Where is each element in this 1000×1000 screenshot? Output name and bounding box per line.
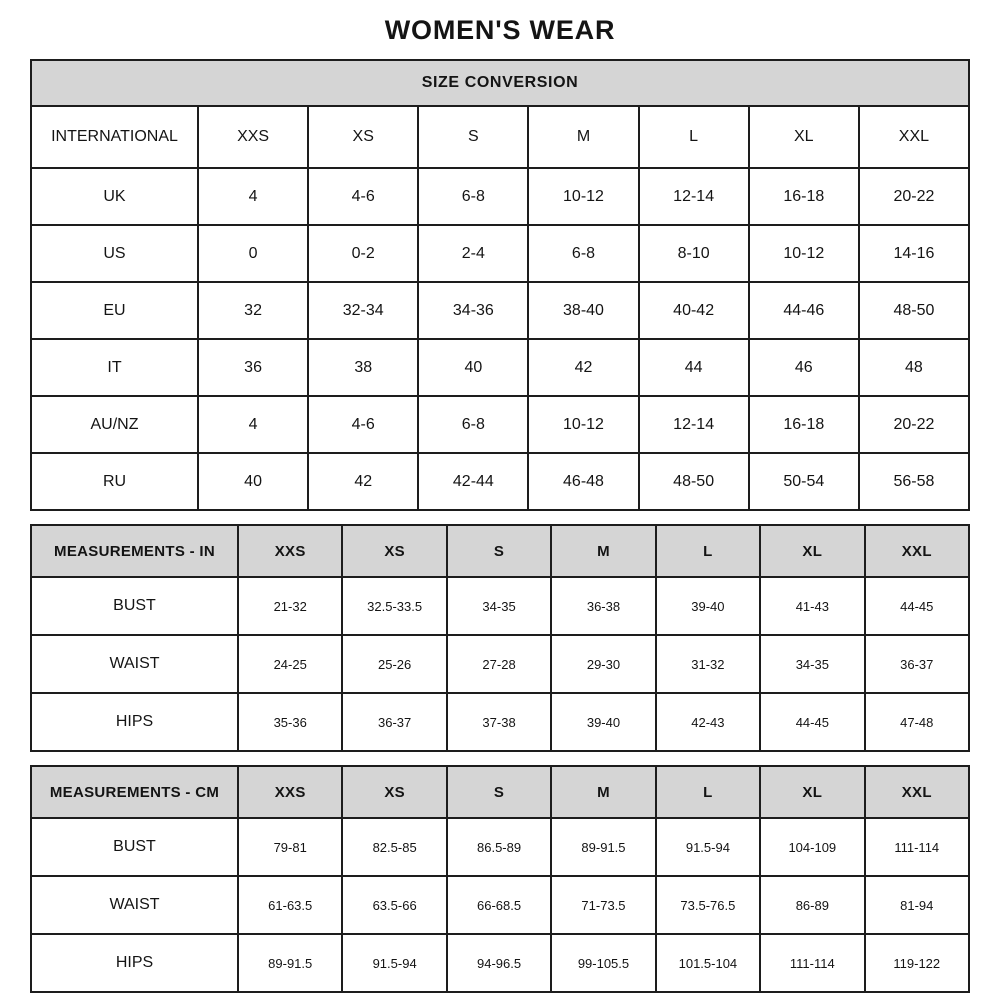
header-cell: XS [342,766,446,818]
table-cell: 66-68.5 [447,876,551,934]
table-cell: 46-48 [528,453,638,510]
table-cell: 42-44 [418,453,528,510]
header-cell: XXS [238,766,342,818]
row-label: WAIST [31,635,238,693]
table-cell: 40-42 [639,282,749,339]
table-cell: 29-30 [551,635,655,693]
table-cell: 36 [198,339,308,396]
table-row-eu [31,282,969,339]
header-cell: L [639,106,749,168]
table-cell: 104-109 [760,818,864,876]
table-cell: 10-12 [749,225,859,282]
table-row-it [31,339,969,396]
measurements-in-table [30,524,970,752]
header-cell: XXS [198,106,308,168]
table-cell: 0-2 [308,225,418,282]
table-cell: 46 [749,339,859,396]
table-cell: 91.5-94 [656,818,760,876]
table-row-bust-cm [31,818,969,876]
table-cell: 36-38 [551,577,655,635]
table-cell: 8-10 [639,225,749,282]
table-cell: 48 [859,339,969,396]
row-label: BUST [31,818,238,876]
table-cell: 2-4 [418,225,528,282]
table-cell: 36-37 [342,693,446,751]
table-cell: 71-73.5 [551,876,655,934]
measurements-cm-table [30,765,970,993]
table-cell: 14-16 [859,225,969,282]
table-cell: 4-6 [308,396,418,453]
header-cell: XL [749,106,859,168]
table-cell: 91.5-94 [342,934,446,992]
header-cell: XXS [238,525,342,577]
table-cell: 111-114 [760,934,864,992]
table-cell: 34-36 [418,282,528,339]
row-label: WAIST [31,876,238,934]
row-label: BUST [31,577,238,635]
header-cell: S [418,106,528,168]
table-cell: 82.5-85 [342,818,446,876]
row-label: AU/NZ [31,396,198,453]
header-cell: MEASUREMENTS - IN [31,525,238,577]
table-cell: 12-14 [639,168,749,225]
table-cell: 10-12 [528,168,638,225]
table-cell: 21-32 [238,577,342,635]
table-cell: 40 [198,453,308,510]
header-cell: L [656,525,760,577]
size-conversion-title: SIZE CONVERSION [31,60,969,106]
table-cell: 44 [639,339,749,396]
row-label: RU [31,453,198,510]
table-row-bust-in [31,577,969,635]
table-cell: 24-25 [238,635,342,693]
header-cell: XL [760,766,864,818]
table-cell: 4 [198,168,308,225]
table-cell: 42 [528,339,638,396]
table-cell: 86-89 [760,876,864,934]
row-label: UK [31,168,198,225]
table-cell: 61-63.5 [238,876,342,934]
table-cell: 35-36 [238,693,342,751]
table-cell: 32-34 [308,282,418,339]
table-cell: 4-6 [308,168,418,225]
header-cell: M [551,766,655,818]
table-cell: 34-35 [447,577,551,635]
table-row-uk [31,168,969,225]
table-cell: 99-105.5 [551,934,655,992]
table-cell: 31-32 [656,635,760,693]
table-cell: 4 [198,396,308,453]
table-cell: 111-114 [865,818,969,876]
table-cell: 40 [418,339,528,396]
table-row-ru [31,453,969,510]
table-cell: 44-45 [760,693,864,751]
table-cell: 44-45 [865,577,969,635]
table-cell: 41-43 [760,577,864,635]
row-label: IT [31,339,198,396]
header-cell: L [656,766,760,818]
table-cell: 16-18 [749,396,859,453]
table-row-hips-in [31,693,969,751]
table-cell: 39-40 [551,693,655,751]
header-cell: XXL [865,766,969,818]
header-cell: M [528,106,638,168]
header-cell: S [447,525,551,577]
page-title: WOMEN'S WEAR [384,15,616,45]
header-cell: S [447,766,551,818]
size-conversion-table [30,59,970,511]
table-row-aunz [31,396,969,453]
table-cell: 50-54 [749,453,859,510]
table-cell: 20-22 [859,168,969,225]
table-cell: 0 [198,225,308,282]
table-cell: 6-8 [418,396,528,453]
header-cell: XXL [865,525,969,577]
table-cell: 12-14 [639,396,749,453]
table-cell: 39-40 [656,577,760,635]
table-cell: 73.5-76.5 [656,876,760,934]
table-cell: 101.5-104 [656,934,760,992]
table-cell: 36-37 [865,635,969,693]
table-row-waist-cm [31,876,969,934]
table-cell: 42 [308,453,418,510]
table-cell: 89-91.5 [551,818,655,876]
table-cell: 44-46 [749,282,859,339]
table-cell: 81-94 [865,876,969,934]
table-cell: 48-50 [859,282,969,339]
table-cell: 42-43 [656,693,760,751]
table-cell: 63.5-66 [342,876,446,934]
row-label: HIPS [31,693,238,751]
table-cell: 6-8 [418,168,528,225]
table-cell: 89-91.5 [238,934,342,992]
table-cell: 32 [198,282,308,339]
table-cell: 6-8 [528,225,638,282]
table-cell: 79-81 [238,818,342,876]
table-row-hips-cm [31,934,969,992]
table-cell: 48-50 [639,453,749,510]
table-row-us [31,225,969,282]
measurements-cm-header-row [31,766,969,818]
table-cell: 38-40 [528,282,638,339]
table-cell: 32.5-33.5 [342,577,446,635]
header-cell: M [551,525,655,577]
header-cell: INTERNATIONAL [31,106,198,168]
header-cell: XXL [859,106,969,168]
table-cell: 16-18 [749,168,859,225]
table-cell: 38 [308,339,418,396]
table-cell: 94-96.5 [447,934,551,992]
table-cell: 27-28 [447,635,551,693]
header-cell: XS [342,525,446,577]
row-label: US [31,225,198,282]
table-cell: 86.5-89 [447,818,551,876]
table-cell: 25-26 [342,635,446,693]
size-conversion-banner-row [31,60,969,106]
table-cell: 37-38 [447,693,551,751]
table-cell: 10-12 [528,396,638,453]
header-cell: MEASUREMENTS - CM [31,766,238,818]
size-conversion-header-row [31,106,969,168]
table-cell: 20-22 [859,396,969,453]
table-cell: 56-58 [859,453,969,510]
header-cell: XL [760,525,864,577]
header-cell: XS [308,106,418,168]
row-label: EU [31,282,198,339]
table-cell: 119-122 [865,934,969,992]
row-label: HIPS [31,934,238,992]
table-cell: 47-48 [865,693,969,751]
table-row-waist-in [31,635,969,693]
table-cell: 34-35 [760,635,864,693]
measurements-in-header-row [31,525,969,577]
